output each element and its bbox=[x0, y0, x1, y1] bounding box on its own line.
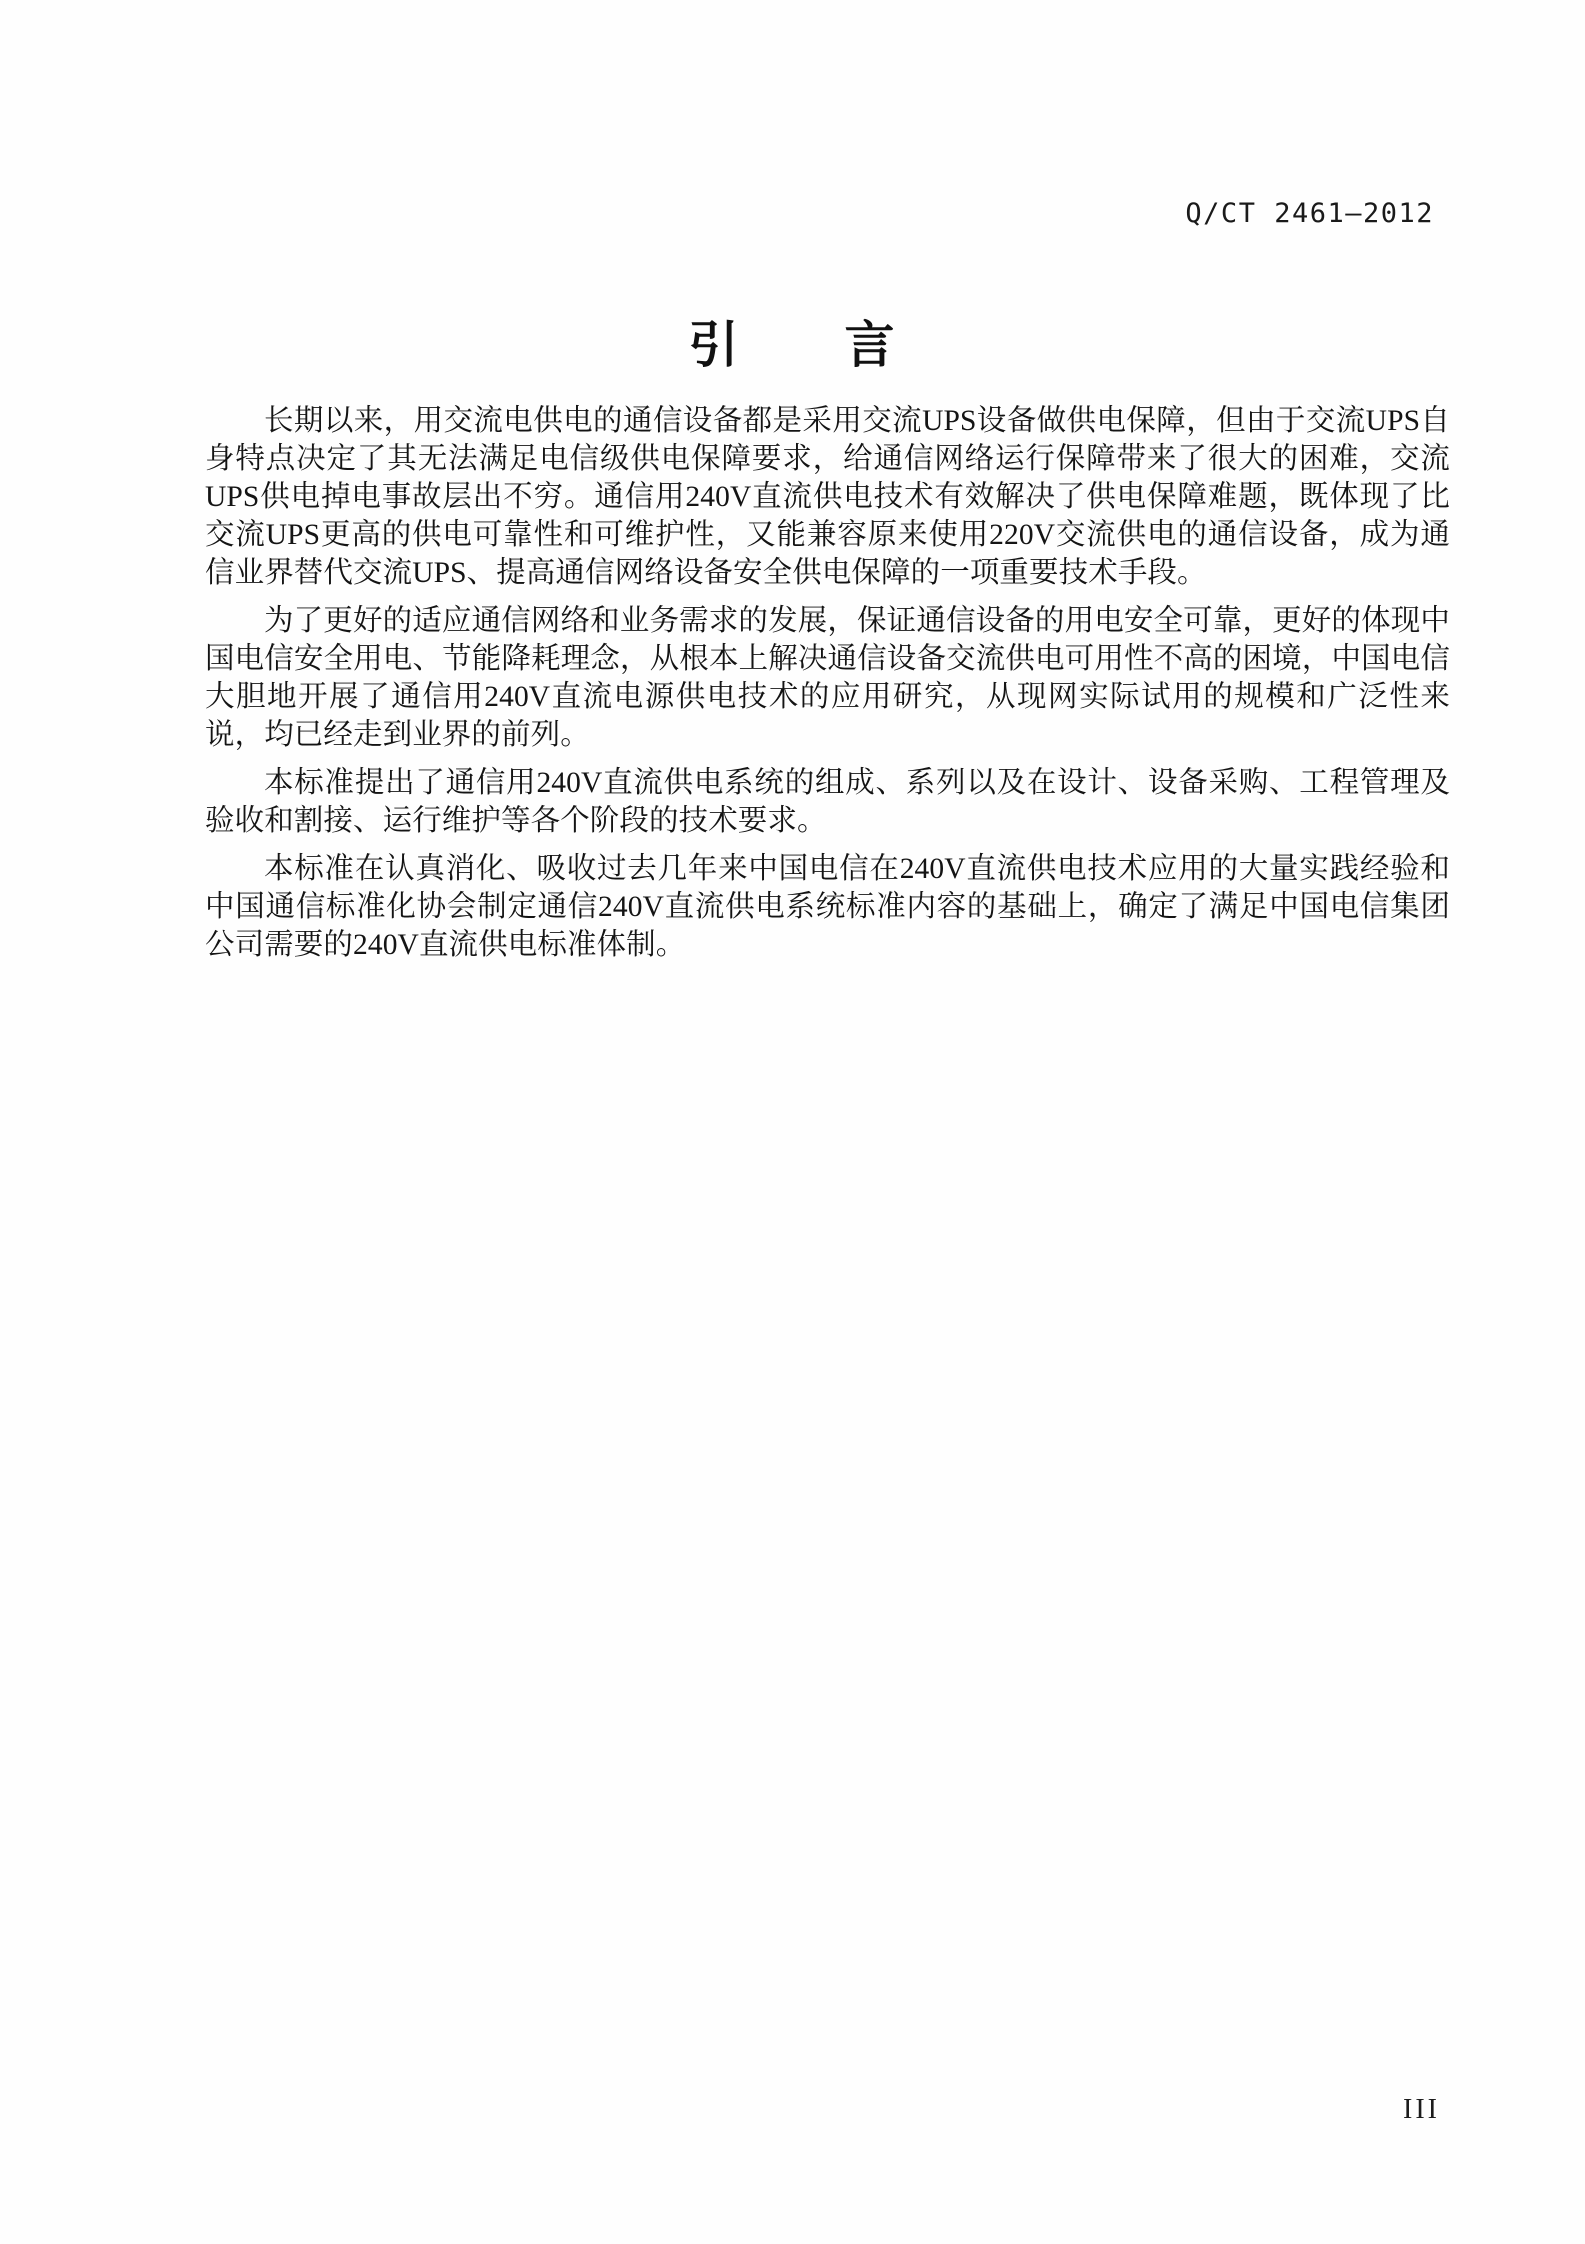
paragraph: 本标准提出了通信用240V直流供电系统的组成、系列以及在设计、设备采购、工程管理及验收和割接、运行维护等各个阶段的技术要求。 bbox=[205, 767, 1450, 837]
foreword-body bbox=[205, 402, 1450, 966]
page-number: III bbox=[1403, 2094, 1440, 2125]
page-title: 引 言 bbox=[688, 317, 897, 373]
paragraph: 长期以来，用交流电供电的通信设备都是采用交流UPS设备做供电保障，但由于交流UPS自身特点决定了其无法满足电信级供电保障要求，给通信网络运行保障带来了很大的困难，交流UPS供电掉电事故层出不穷。通信用240V直流供电技术有效解决了供电保障难题，既体现了比交流UPS更高的供电可靠性和可维护性，又能兼容原来使用220V交流供电的通信设备，成为通信业界替代交流UPS、提高通信网络设备安全供电保障的一项重要技术手段。 bbox=[205, 405, 1450, 589]
running-header-standard-number: Q/CT 2461—2012 bbox=[1185, 198, 1434, 229]
paragraph: 为了更好的适应通信网络和业务需求的发展，保证通信设备的用电安全可靠，更好的体现中国电信安全用电、节能降耗理念，从根本上解决通信设备交流供电可用性不高的困境，中国电信大胆地开展了通信用240V直流电源供电技术的应用研究，从现网实际试用的规模和广泛性来说，均已经走到业界的前列。 bbox=[205, 605, 1450, 751]
paragraph: 本标准在认真消化、吸收过去几年来中国电信在240V直流供电技术应用的大量实践经验和中国通信标准化协会制定通信240V直流供电系统标准内容的基础上，确定了满足中国电信集团公司需要的240V直流供电标准体制。 bbox=[205, 853, 1450, 961]
